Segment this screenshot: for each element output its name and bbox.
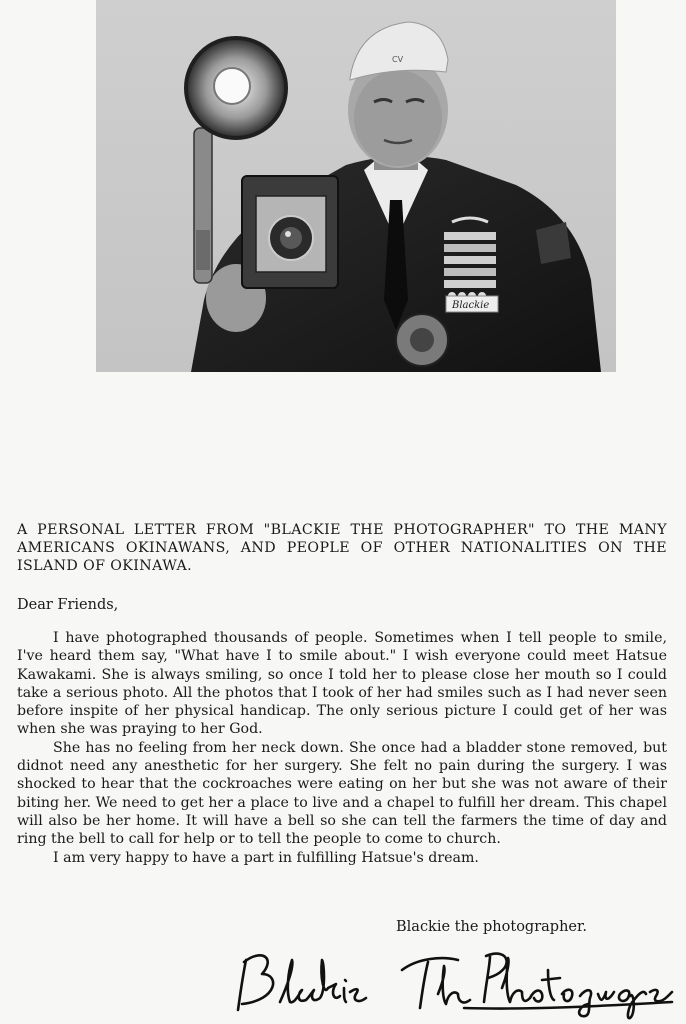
- closing-line: Blackie the photographer.: [396, 919, 587, 935]
- paragraph: I am very happy to have a part in fulfilling Hatsue's dream.: [53, 849, 479, 866]
- letter-body: [17, 629, 667, 867]
- salutation: Dear Friends,: [17, 597, 119, 613]
- handwritten-signature: [232, 944, 676, 1020]
- letter-heading: A PERSONAL LETTER FROM "BLACKIE THE PHOTOGRAPHER" TO THE MANY AMERICANS OKINAWANS, AND PEOPLE OF OTHER NATIONALITIES ON THE ISLAND OF OKINAWA.: [17, 522, 667, 574]
- cap-badge: CV: [392, 55, 404, 64]
- paragraph: I have photographed thousands of people. Sometimes when I tell people to smile, I've heard them say, "What have I to smile about." I wish everyone could meet Hatsue Kawakami. She is always smiling, so once I told her to please close her mouth so I could take a serious photo. All the photos that I took of her had smiles such as I had never seen before inspite of her physical handicap. The only serious picture I could get of her was when she was praying to her God.: [17, 630, 667, 738]
- portrait-photo: [96, 0, 616, 372]
- name-tag: Blackie: [452, 300, 490, 311]
- paragraph: She has no feeling from her neck down. She once had a bladder stone removed, but didnot need any anesthetic for her surgery. She felt no pain during the surgery. I was shocked to hear that the cockroaches were eating on her but she was not aware of their biting her. We need to get her a place to live and a chapel to fulfill her dream. This chapel will also be her home. It will have a bell so she can tell the farmers the time of day and ring the bell to call for help or to tell the people to come to church.: [17, 739, 667, 848]
